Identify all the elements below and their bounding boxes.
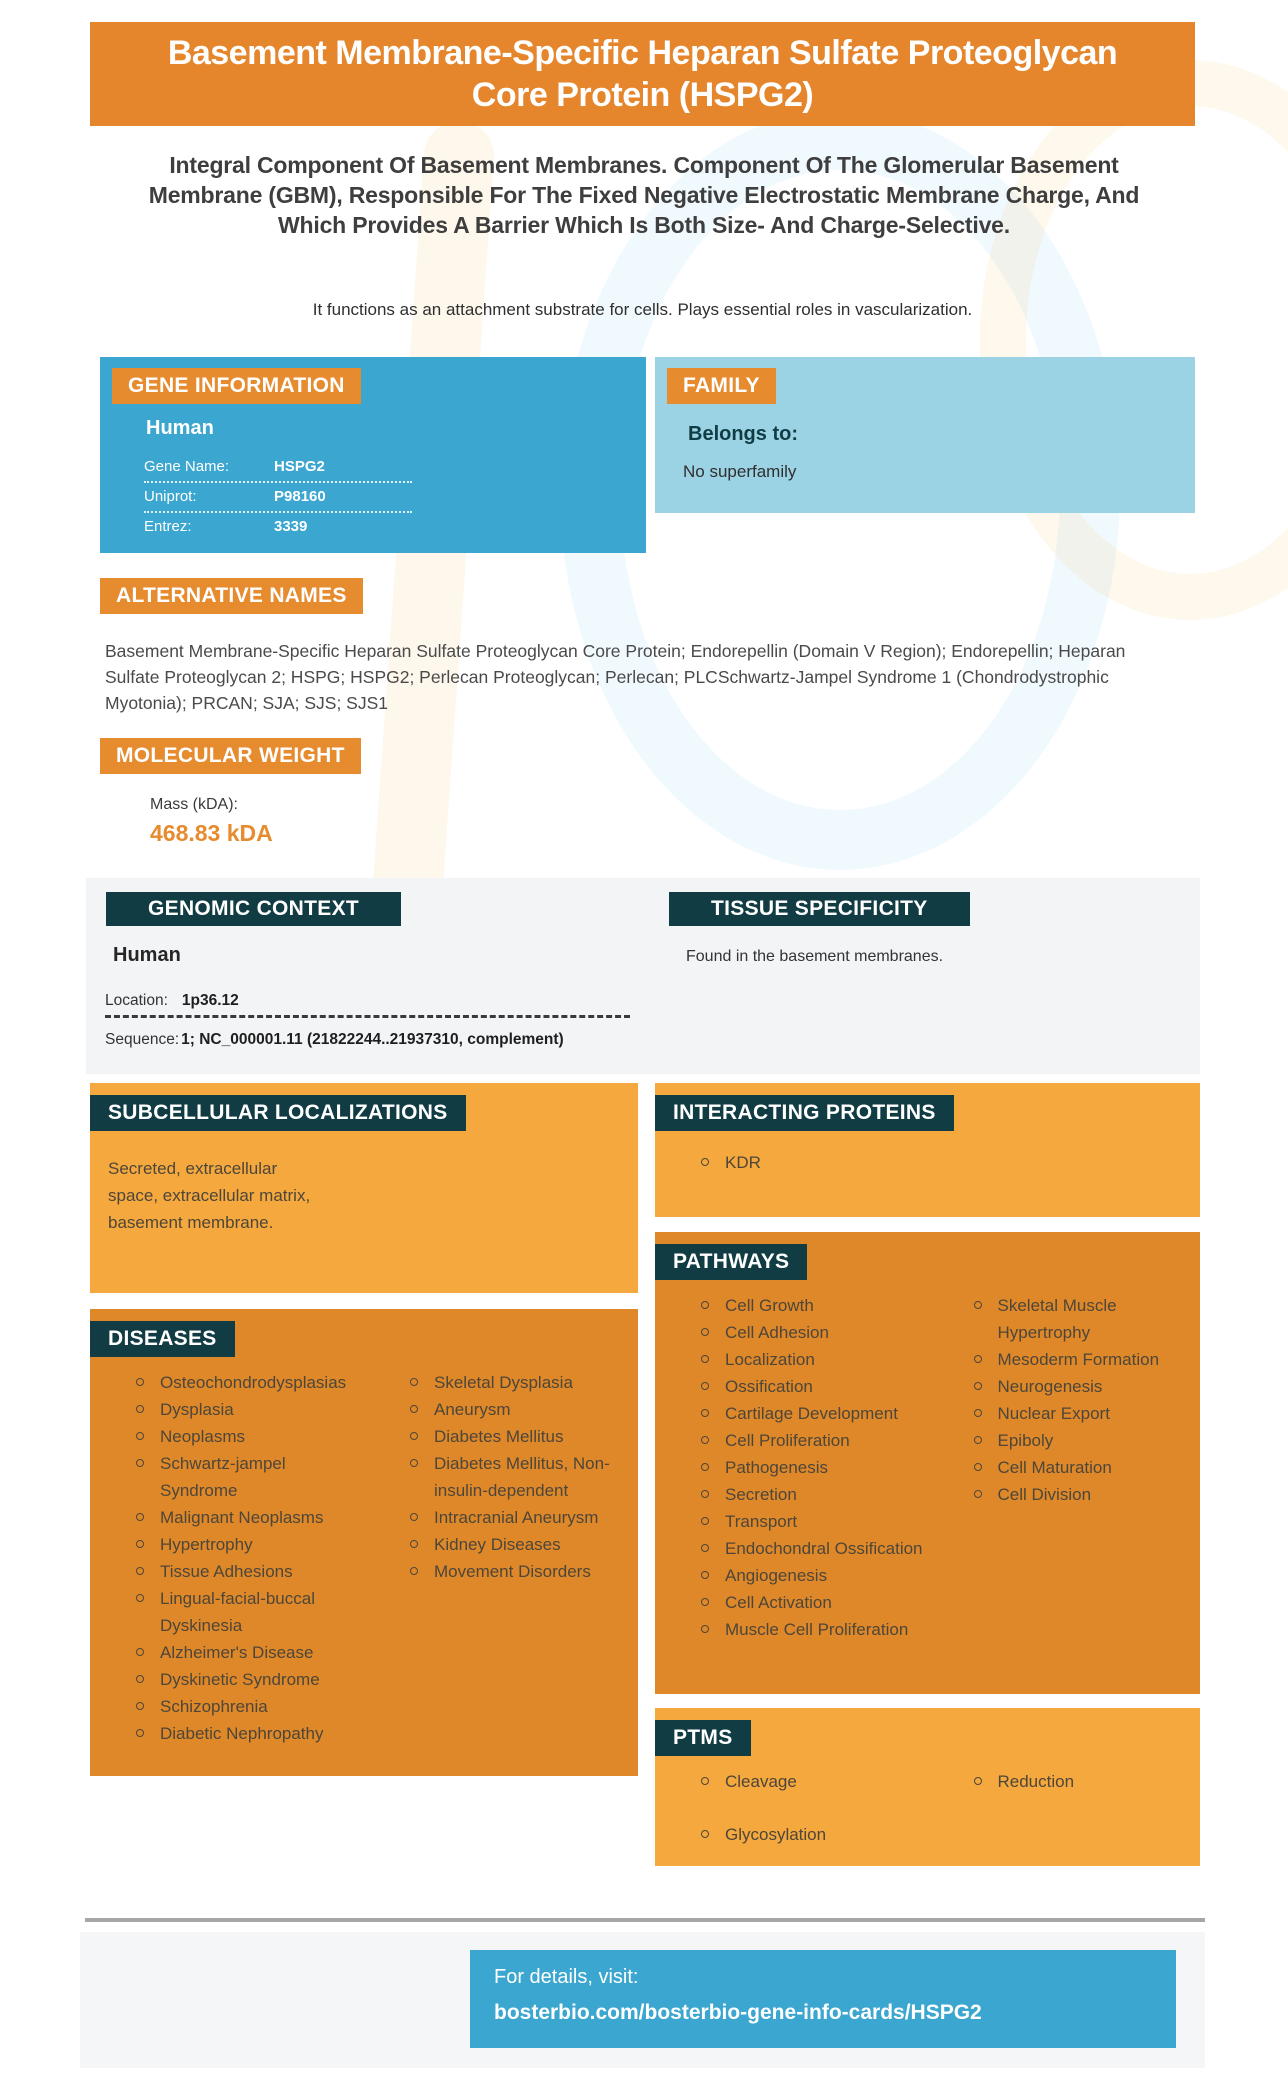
bullet-icon: [701, 1301, 709, 1309]
molecular-weight-label: MOLECULAR WEIGHT: [100, 738, 361, 774]
bullet-icon: [701, 1158, 709, 1166]
mass-value: 468.83 kDA: [150, 820, 273, 846]
list-item-label: Epiboly: [997, 1431, 1054, 1450]
list-item-label: Nuclear Export: [997, 1404, 1110, 1423]
list-item: [136, 1423, 364, 1450]
list-item: [701, 1292, 928, 1319]
bullet-icon: [136, 1513, 144, 1521]
bullet-icon: [701, 1328, 709, 1336]
list-item: [136, 1396, 364, 1423]
location-value: 1p36.12: [181, 992, 239, 1009]
list-item-label: Mesoderm Formation: [997, 1350, 1160, 1369]
sequence-value: 1; NC_000001.11 (21822244..21937310, complement): [181, 1031, 564, 1048]
list-item-label: Dyskinetic Syndrome: [160, 1670, 320, 1689]
list-item-label: Osteochondrodysplasias: [160, 1373, 347, 1392]
gene-name-value: HSPG2: [274, 458, 325, 475]
interacting-proteins-box: [655, 1083, 1200, 1217]
list-item: [136, 1639, 364, 1666]
function-tagline: It functions as an attachment substrate for cells. Plays essential roles in vascularization.: [312, 300, 973, 319]
bullet-icon: [974, 1409, 982, 1417]
list-item: [701, 1481, 928, 1508]
location-label: Location:: [105, 992, 168, 1009]
list-item: [701, 1346, 928, 1373]
list-item: [136, 1585, 364, 1639]
bullet-icon: [701, 1777, 709, 1785]
bullet-icon: [136, 1378, 144, 1386]
diseases-list: [90, 1369, 638, 1747]
list-item-label: Alzheimer's Disease: [160, 1643, 314, 1662]
list-item: [701, 1508, 928, 1535]
pathways-list: [655, 1292, 1200, 1643]
entrez-value: 3339: [274, 518, 308, 535]
list-item-label: Cleavage: [725, 1772, 797, 1791]
list-item-label: Muscle Cell Proliferation: [725, 1620, 909, 1639]
bullet-icon: [136, 1540, 144, 1548]
list-item: [410, 1396, 638, 1423]
ptms-box: [655, 1708, 1200, 1866]
belongs-to-label: Belongs to:: [688, 423, 798, 445]
list-item-label: Kidney Diseases: [434, 1535, 561, 1554]
ptms-label: PTMS: [655, 1720, 751, 1756]
list-item: [701, 1454, 928, 1481]
gene-information-label: GENE INFORMATION: [112, 368, 361, 404]
header-banner: [90, 22, 1195, 126]
bullet-icon: [136, 1594, 144, 1602]
list-item-label: Transport: [725, 1512, 798, 1531]
genomic-context-label: GENOMIC CONTEXT: [106, 892, 401, 926]
location-row: [105, 992, 239, 1010]
bullet-icon: [974, 1382, 982, 1390]
ptms-list: [655, 1768, 1200, 1874]
tissue-specificity-text: Found in the basement membranes.: [686, 948, 944, 965]
bullet-icon: [136, 1675, 144, 1683]
sequence-label: Sequence:: [105, 1031, 180, 1048]
interacting-proteins-label: INTERACTING PROTEINS: [655, 1095, 954, 1131]
page-title: Basement Membrane-Specific Heparan Sulfate Proteoglycan Core Protein (HSPG2): [167, 34, 1118, 114]
list-item: [974, 1292, 1201, 1346]
list-item-label: Secretion: [725, 1485, 797, 1504]
bullet-icon: [701, 1598, 709, 1606]
bullet-icon: [410, 1378, 418, 1386]
list-item-label: Skeletal Muscle Hypertrophy: [997, 1296, 1117, 1342]
list-item: [701, 1535, 928, 1562]
bullet-icon: [410, 1513, 418, 1521]
list-item: [136, 1504, 364, 1531]
bullet-icon: [136, 1459, 144, 1467]
footer-banner: [470, 1950, 1176, 2048]
table-row: [144, 513, 412, 541]
list-item-label: Movement Disorders: [434, 1562, 591, 1581]
list-item-label: Cell Growth: [725, 1296, 814, 1315]
footer-visit-label: For details, visit:: [494, 1966, 639, 1988]
list-item: [136, 1531, 364, 1558]
list-item-label: Reduction: [997, 1772, 1075, 1791]
list-item: [974, 1400, 1201, 1427]
uniprot-value: P98160: [274, 488, 326, 505]
list-item: [701, 1616, 928, 1643]
uniprot-label: Uniprot:: [144, 488, 197, 505]
pathways-box: [655, 1232, 1200, 1694]
bullet-icon: [136, 1702, 144, 1710]
dashed-divider: [105, 1015, 630, 1018]
list-item: [974, 1373, 1201, 1400]
footer-divider: [85, 1918, 1205, 1922]
list-item: [136, 1720, 364, 1747]
list-item: [410, 1369, 638, 1396]
bullet-icon: [701, 1355, 709, 1363]
list-item-label: Localization: [725, 1350, 815, 1369]
list-item-label: Malignant Neoplasms: [160, 1508, 324, 1527]
bullet-icon: [410, 1567, 418, 1575]
list-item-label: Schwartz-jampel Syndrome: [160, 1454, 286, 1500]
bullet-icon: [410, 1432, 418, 1440]
list-item-label: Cell Division: [997, 1485, 1092, 1504]
list-item-label: Diabetic Nephropathy: [160, 1724, 324, 1743]
gene-species: Human: [146, 417, 214, 439]
subcellular-localizations-box: [90, 1083, 638, 1293]
list-item-label: Intracranial Aneurysm: [434, 1508, 599, 1527]
family-box: [655, 357, 1195, 513]
bullet-icon: [701, 1382, 709, 1390]
gene-information-box: [100, 357, 646, 553]
interacting-proteins-list: [655, 1149, 1200, 1176]
list-item-label: Cell Activation: [725, 1593, 832, 1612]
list-item: [974, 1427, 1201, 1454]
watermark-arc: [980, 60, 1288, 620]
bullet-icon: [136, 1567, 144, 1575]
list-item-label: Pathogenesis: [725, 1458, 829, 1477]
list-item: [701, 1319, 928, 1346]
list-item-label: Cell Maturation: [997, 1458, 1112, 1477]
list-item-label: Cell Adhesion: [725, 1323, 829, 1342]
list-item-label: Endochondral Ossification: [725, 1539, 923, 1558]
bullet-icon: [136, 1729, 144, 1737]
bullet-icon: [136, 1405, 144, 1413]
list-item-label: Angiogenesis: [725, 1566, 828, 1585]
list-item: [410, 1558, 638, 1585]
list-item: [974, 1454, 1201, 1481]
list-item-label: Hypertrophy: [160, 1535, 253, 1554]
list-item: [136, 1450, 364, 1504]
list-item-label: KDR: [725, 1153, 761, 1172]
bullet-icon: [974, 1490, 982, 1498]
list-item: [136, 1693, 364, 1720]
list-item: [410, 1504, 638, 1531]
entrez-label: Entrez:: [144, 518, 192, 535]
bullet-icon: [701, 1625, 709, 1633]
list-item: [701, 1768, 928, 1795]
list-item: [701, 1589, 928, 1616]
bullet-icon: [974, 1436, 982, 1444]
list-item: [701, 1427, 928, 1454]
bullet-icon: [136, 1648, 144, 1656]
bullet-icon: [701, 1571, 709, 1579]
diseases-box: [90, 1309, 638, 1776]
list-item-label: Neoplasms: [160, 1427, 246, 1446]
bullet-icon: [974, 1301, 982, 1309]
list-item: [701, 1821, 928, 1848]
list-item-label: Neurogenesis: [997, 1377, 1103, 1396]
gene-name-label: Gene Name:: [144, 458, 230, 475]
list-item: [974, 1346, 1201, 1373]
bullet-icon: [974, 1777, 982, 1785]
list-item: [701, 1562, 928, 1589]
bullet-icon: [410, 1459, 418, 1467]
list-item-label: Aneurysm: [434, 1400, 511, 1419]
list-item-label: Ossification: [725, 1377, 813, 1396]
list-item: [701, 1149, 928, 1176]
list-item-label: Dysplasia: [160, 1400, 234, 1419]
tissue-specificity-label: TISSUE SPECIFICITY: [669, 892, 970, 926]
list-item-label: Schizophrenia: [160, 1697, 268, 1716]
list-item-label: Glycosylation: [725, 1825, 827, 1844]
bullet-icon: [701, 1436, 709, 1444]
alternative-names-text: Basement Membrane-Specific Heparan Sulfate Proteoglycan Core Protein; Endorepellin (Domain V Region); Endorepellin; Heparan Sulfate Proteoglycan 2; HSPG; HSPG2; Perlecan Proteoglycan; Perlecan; PLCSchwartz-Jampel Syndrome 1 (Chondrodystrophic Myotonia); PRCAN; SJA; SJS; SJS1: [105, 641, 1126, 713]
list-item: [974, 1481, 1201, 1508]
list-item: [410, 1531, 638, 1558]
bullet-icon: [701, 1830, 709, 1838]
genomic-species: Human: [113, 944, 181, 966]
bullet-icon: [701, 1490, 709, 1498]
bullet-icon: [974, 1463, 982, 1471]
list-item: [136, 1369, 364, 1396]
diseases-label: DISEASES: [90, 1321, 235, 1357]
pathways-label: PATHWAYS: [655, 1244, 807, 1280]
subcellular-localizations-text: Secreted, extracellular space, extracellular matrix, basement membrane.: [108, 1159, 311, 1232]
mass-label: Mass (kDA):: [150, 796, 238, 813]
list-item: [136, 1666, 364, 1693]
list-item-label: Cell Proliferation: [725, 1431, 850, 1450]
list-item: [410, 1423, 638, 1450]
table-row: [144, 453, 412, 483]
table-row: [144, 483, 412, 513]
list-item-label: Cartilage Development: [725, 1404, 898, 1423]
subcellular-localizations-label: SUBCELLULAR LOCALIZATIONS: [90, 1095, 466, 1131]
sequence-row: [105, 1031, 564, 1049]
list-item-label: Diabetes Mellitus, Non-insulin-dependent: [434, 1454, 610, 1500]
list-item-label: Tissue Adhesions: [160, 1562, 293, 1581]
bullet-icon: [701, 1544, 709, 1552]
list-item: [701, 1400, 928, 1427]
list-item: [701, 1373, 928, 1400]
alternative-names-label: ALTERNATIVE NAMES: [100, 578, 363, 614]
bullet-icon: [136, 1432, 144, 1440]
list-item-label: Lingual-facial-buccal Dyskinesia: [160, 1589, 315, 1635]
list-item: [974, 1768, 1201, 1795]
list-item-label: Skeletal Dysplasia: [434, 1373, 573, 1392]
list-item-label: Diabetes Mellitus: [434, 1427, 564, 1446]
bullet-icon: [410, 1540, 418, 1548]
list-item: [410, 1450, 638, 1504]
footer-url-link[interactable]: bosterbio.com/bosterbio-gene-info-cards/HSPG2: [494, 2001, 982, 2024]
bullet-icon: [410, 1405, 418, 1413]
list-item: [136, 1558, 364, 1585]
bullet-icon: [701, 1517, 709, 1525]
bullet-icon: [701, 1463, 709, 1471]
bullet-icon: [974, 1355, 982, 1363]
summary-text: Integral Component Of Basement Membranes. Component Of The Glomerular Basement Membrane (GBM), Responsible For The Fixed Negative Electrostatic Membrane Charge, And Which Provides A Barrier Which Is Both Size- And Charge-Selective.: [148, 152, 1140, 238]
family-value: No superfamily: [683, 462, 797, 481]
bullet-icon: [701, 1409, 709, 1417]
family-label: FAMILY: [667, 368, 776, 404]
gene-rows: [144, 453, 412, 541]
